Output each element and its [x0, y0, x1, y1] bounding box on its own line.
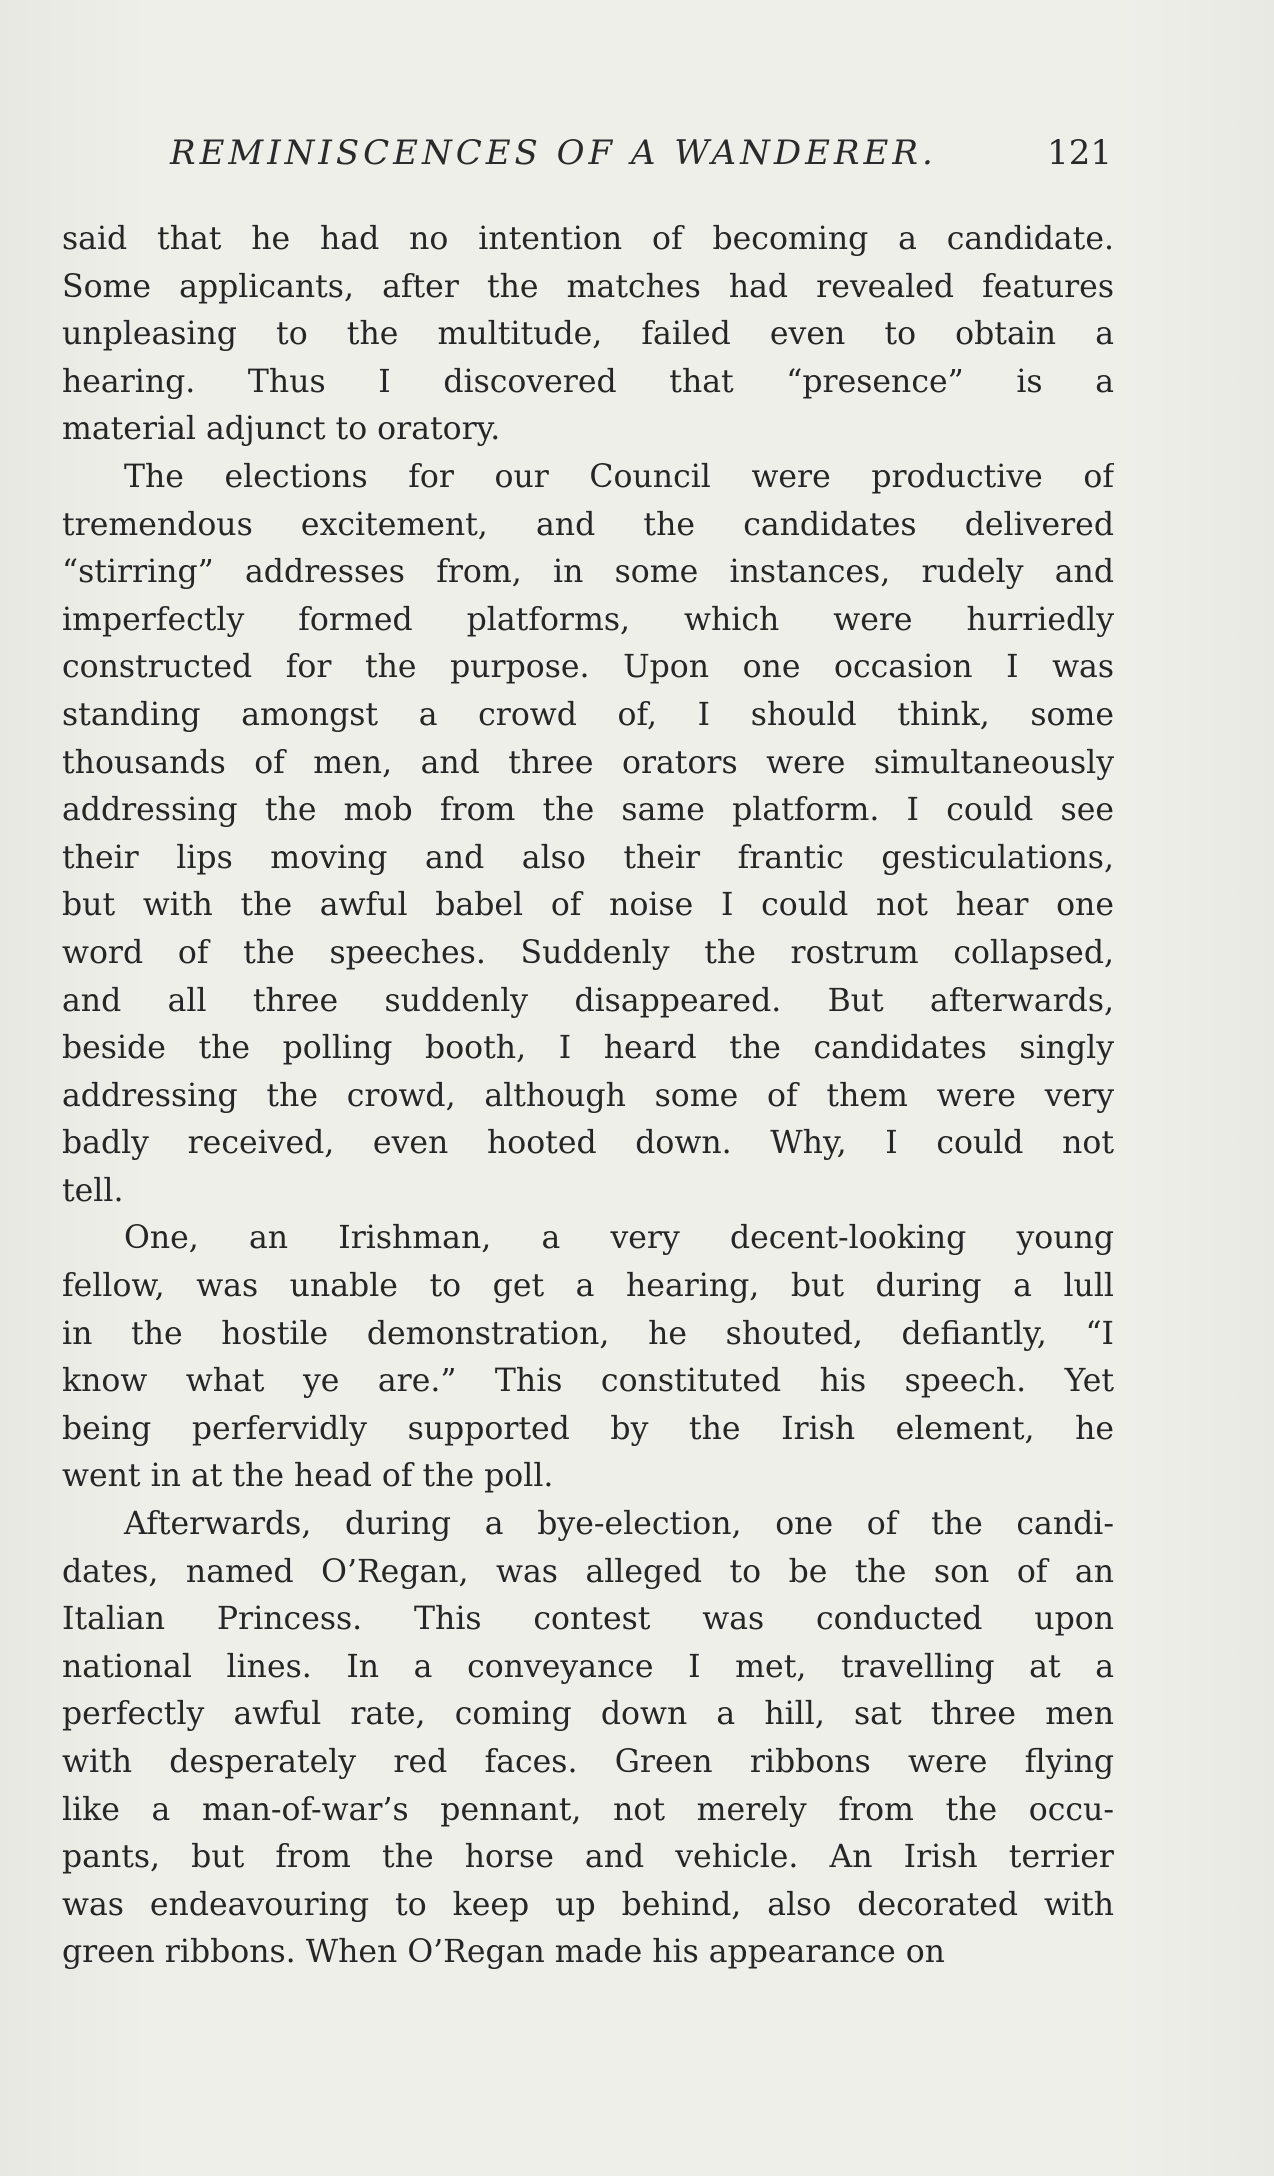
page-number: 121	[1047, 133, 1112, 173]
running-head	[60, 128, 1112, 178]
text-line: but with the awful babel of noise I could not hear one	[62, 887, 1114, 924]
text-line: material adjunct to oratory.	[62, 411, 501, 448]
text-line: was endeavouring to keep up behind, also decorated with	[62, 1886, 1114, 1923]
text-line: went in at the head of the poll.	[62, 1458, 554, 1495]
text-line: Some applicants, after the matches had revealed features	[62, 268, 1114, 305]
text-line: perfectly awful rate, coming down a hill, sat three men	[62, 1696, 1114, 1733]
running-title: REMINISCENCES OF A WANDERER.	[170, 133, 937, 173]
text-line: unpleasing to the multitude, failed even to obtain a	[62, 316, 1114, 353]
text-line: word of the speeches. Suddenly the rostrum collapsed,	[62, 934, 1114, 971]
text-line: national lines. In a conveyance I met, travelling at a	[62, 1648, 1114, 1685]
text-line: tremendous excitement, and the candidates delivered	[62, 506, 1114, 543]
paragraph	[62, 216, 1114, 454]
text-line: their lips moving and also their frantic gesticulations,	[62, 839, 1114, 876]
text-line: tell.	[62, 1172, 124, 1209]
paragraph	[62, 1215, 1114, 1501]
text-line: thousands of men, and three orators were simultaneously	[62, 744, 1114, 781]
text-line: with desperately red faces. Green ribbons were flying	[62, 1744, 1114, 1780]
text-line: dates, named O’Regan, was alleged to be the son of an	[62, 1553, 1114, 1590]
text-line: being perfervidly supported by the Irish element, he	[62, 1410, 1114, 1447]
text-line: Italian Princess. This contest was conducted upon	[62, 1601, 1114, 1638]
text-line: constructed for the purpose. Upon one occasion I was	[62, 649, 1114, 686]
body-text	[62, 216, 1114, 1977]
text-line: “stirring” addresses from, in some instances, rudely and	[62, 554, 1114, 591]
text-line: green ribbons. When O’Regan made his appearance on	[62, 1934, 945, 1971]
text-line: hearing. Thus I discovered that “presence” is a	[62, 363, 1114, 400]
text-line: and all three suddenly disappeared. But afterwards,	[62, 982, 1114, 1019]
text-line: standing amongst a crowd of, I should think, some	[62, 696, 1114, 733]
text-line: addressing the mob from the same platform. I could see	[62, 792, 1114, 829]
text-line: imperfectly formed platforms, which were hurriedly	[62, 601, 1114, 638]
text-line: badly received, even hooted down. Why, I could not	[62, 1125, 1114, 1162]
paragraph	[62, 454, 1114, 1216]
text-line: beside the polling booth, I heard the candidates singly	[62, 1030, 1114, 1067]
text-line: One, an Irishman, a very decent-looking young	[124, 1220, 1114, 1257]
text-line: The elections for our Council were productive of	[124, 458, 1114, 495]
text-line: know what ye are.” This constituted his speech. Yet	[62, 1363, 1114, 1400]
text-line: said that he had no intention of becoming a candidate.	[62, 221, 1114, 257]
paragraph	[62, 1501, 1114, 1977]
text-line: like a man-of-war’s pennant, not merely from the occu-	[62, 1791, 1114, 1828]
text-line: fellow, was unable to get a hearing, but during a lull	[62, 1268, 1114, 1305]
text-line: in the hostile demonstration, he shouted, defiantly, “I	[62, 1315, 1114, 1352]
text-line: pants, but from the horse and vehicle. An Irish terrier	[62, 1839, 1114, 1876]
text-line: Afterwards, during a bye-election, one of the candi-	[124, 1506, 1114, 1543]
text-line: addressing the crowd, although some of them were very	[62, 1077, 1114, 1114]
